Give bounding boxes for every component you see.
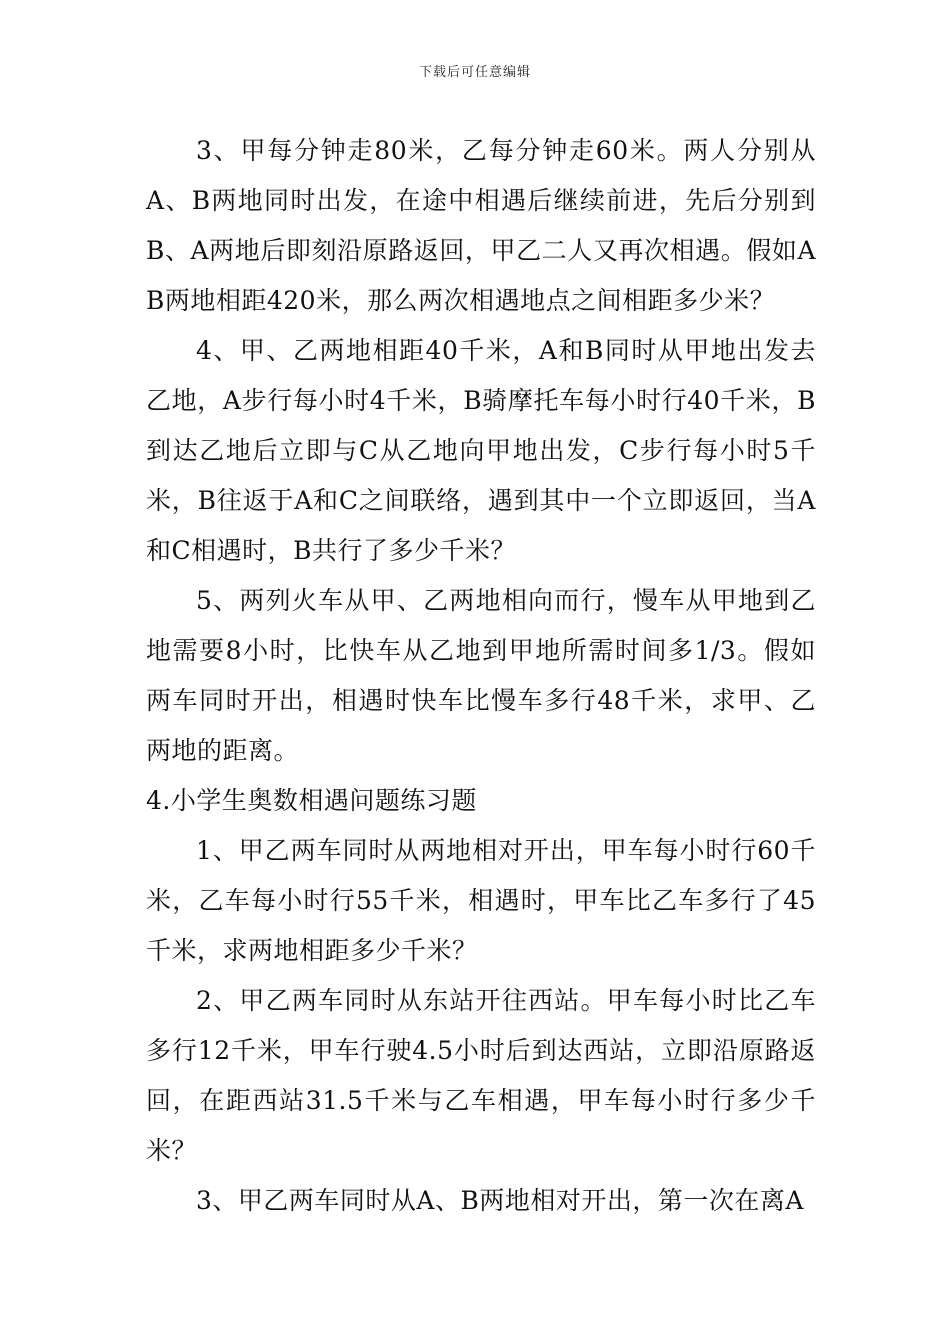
section-title: 4.小学生奥数相遇问题练习题 — [146, 786, 477, 815]
problem-paragraph: 2、甲乙两车同时从东站开往西站。甲车每小时比乙车多行12千米，甲车行驶4.5小时后到达西站，立即沿原路返回，在距西站31.5千米与乙车相遇，甲车每小时行多少千米？ — [146, 986, 816, 1165]
problem-paragraph: 3、甲乙两车同时从A、B两地相对开出，第一次在离A — [196, 1186, 804, 1215]
problem-paragraph: 1、甲乙两车同时从两地相对开出，甲车每小时行60千米，乙车每小时行55千米，相遇时，甲车比乙车多行了45千米，求两地相距多少千米？ — [146, 836, 816, 965]
document-body — [146, 126, 816, 1226]
problem-paragraph: 4、甲、乙两地相距40千米，A和B同时从甲地出发去乙地，A步行每小时4千米，B骑摩托车每小时行40千米，B到达乙地后立即与C从乙地向甲地出发，C步行每小时5千米，B往返于A和C之间联络，遇到其中一个立即返回，当A和C相遇时，B共行了多少千米？ — [146, 336, 816, 565]
page-header: 下载后可任意编辑 — [418, 65, 531, 80]
problem-paragraph: 5、两列火车从甲、乙两地相向而行，慢车从甲地到乙地需要8小时，比快车从乙地到甲地所需时间多1/3。假如两车同时开出，相遇时快车比慢车多行48千米，求甲、乙两地的距离。 — [146, 586, 816, 765]
problem-paragraph: 3、甲每分钟走80米，乙每分钟走60米。两人分别从A、B两地同时出发，在途中相遇后继续前进，先后分别到B、A两地后即刻沿原路返回，甲乙二人又再次相遇。假如AB两地相距420米，那么两次相遇地点之间相距多少米？ — [146, 136, 816, 315]
